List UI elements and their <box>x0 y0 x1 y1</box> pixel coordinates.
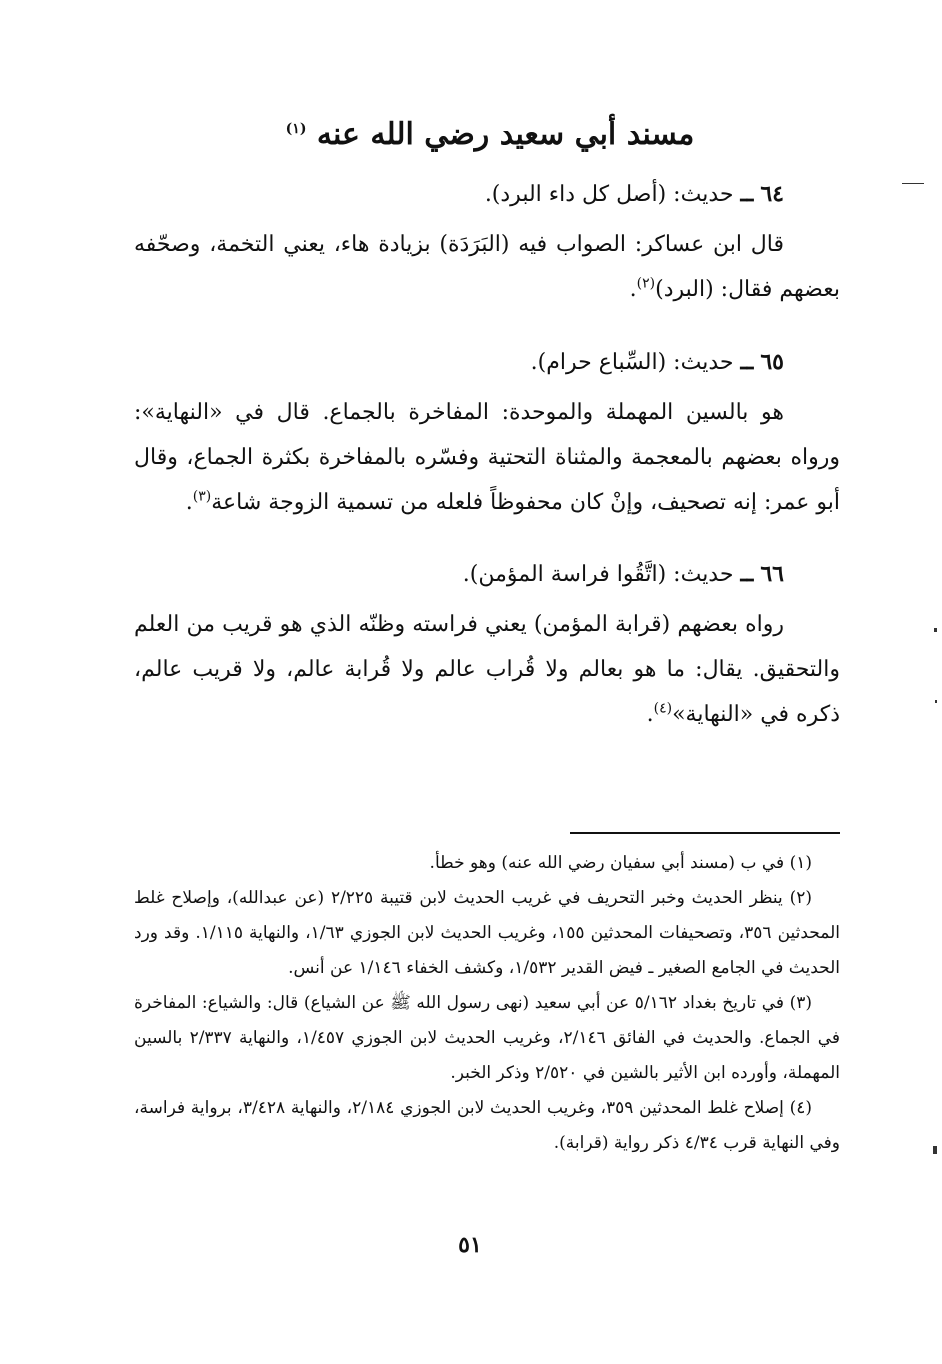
footnote-separator <box>570 832 840 834</box>
hadith-heading-64 <box>134 172 840 217</box>
hadith-dash: ــ <box>740 561 754 587</box>
commentary-footnote-ref: (٣) <box>192 488 212 505</box>
hadith-number: ٦٦ <box>760 561 784 587</box>
commentary-footnote-ref: (٤) <box>653 700 673 717</box>
commentary-end: . <box>185 490 193 515</box>
hadith-heading-text: حديث: (السِّباع حرام). <box>530 350 734 375</box>
hadith-dash: ــ <box>740 349 754 375</box>
hadith-number: ٦٤ <box>760 181 784 207</box>
hadith-commentary-66 <box>134 602 840 737</box>
page-title-text: مسند أبي سعيد رضي الله عنه <box>316 117 695 152</box>
title-footnote-ref: (١) <box>285 121 307 137</box>
scan-speck <box>934 628 937 632</box>
footnotes <box>134 846 840 1161</box>
page-title <box>140 112 840 158</box>
commentary-text: هو بالسين المهملة والموحدة: المفاخرة بالجماع. قال في «النهاية»: ورواه بعضهم بالمعجمة والمثناة التحتية وفسّره بالمفاخرة بكثرة الجماع، وقال أبو عمر: إنه تصحيف، وإنْ كان محفوظاً فلعله من تسمية الزوجة شاعة <box>134 400 840 515</box>
scan-speck <box>933 1146 937 1154</box>
hadith-heading-text: حديث: (اتَّقُوا فراسة المؤمن). <box>462 562 734 587</box>
page-number: ٥١ <box>458 1232 482 1258</box>
hadith-number: ٦٥ <box>760 349 784 375</box>
hadith-heading-66 <box>134 552 840 597</box>
hadith-heading-65 <box>134 340 840 385</box>
commentary-end: . <box>629 277 637 302</box>
commentary-end: . <box>646 702 654 727</box>
commentary-footnote-ref: (٢) <box>636 275 656 292</box>
scan-speck <box>935 700 937 703</box>
footnote-3: (٣) في تاريخ بغداد ٥/١٦٢ عن أبي سعيد (نهى رسول الله ﷺ عن الشياع) قال: والشياع: المفاخرة في الجماع. والحديث في الفائق ٢/١٤٦، وغريب الحديث لابن الجوزي ١/٤٥٧، والنهاية ٢/٣٣٧ بالسين المهملة، وأورده ابن الأثير بالشين في ٢/٥٢٠ وذكر الخبر. <box>134 993 840 1083</box>
commentary-text: قال ابن عساكر: الصواب فيه (البَرَدَة) بزيادة هاء، يعني التخمة، وصحّفه بعضهم فقال: (البرد) <box>134 232 840 302</box>
hadith-dash: ــ <box>740 181 754 207</box>
scan-speck <box>902 183 924 184</box>
footnote-2: (٢) ينظر الحديث وخبر التحريف في غريب الحديث لابن قتيبة ٢/٢٢٥ (عن عبدالله)، وإصلاح غلط المحدثين ٣٥٦، وتصحيفات المحدثين ١٥٥، وغريب الحديث لابن الجوزي ١/٦٣، والنهاية ١/١١٥. وقد ورد الحديث في الجامع الصغير ـ فيض القدير ١/٥٣٢، وكشف الخفاء ١/١٤٦ عن أنس. <box>134 888 840 978</box>
hadith-heading-text: حديث: (أصل كل داء البرد). <box>484 182 734 207</box>
hadith-commentary-64 <box>134 222 840 312</box>
footnote-1: (١) في ب (مسند أبي سفيان رضي الله عنه) وهو خطأ. <box>429 853 812 873</box>
commentary-text: رواه بعضهم (قرابة المؤمن) يعني فراسته وظنّه الذي هو قريب من العلم والتحقيق. يقال: ما هو بعالم ولا قُراب عالم ولا قُرابة عالم، ولا قريب عالم، ذكره في «النهاية» <box>134 612 841 727</box>
hadith-commentary-65 <box>134 390 840 525</box>
footnote-4: (٤) إصلاح غلط المحدثين ٣٥٩، وغريب الحديث لابن الجوزي ٢/١٨٤، والنهاية ٣/٤٢٨، برواية فراسة، وفي النهاية قرب ٤/٣٤ ذكر رواية (قرابة). <box>134 1098 840 1153</box>
